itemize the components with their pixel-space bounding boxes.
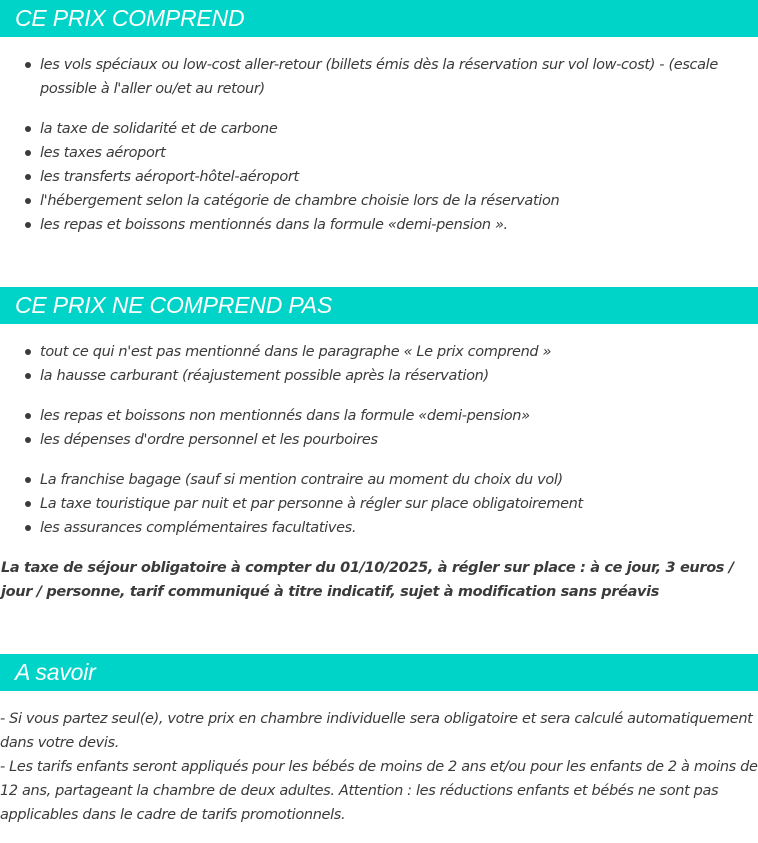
list-item: les transferts aéroport-hôtel-aéroport (0, 165, 758, 189)
list-item: l'hébergement selon la catégorie de chambre choisie lors de la réservation (0, 189, 758, 213)
list-item: la hausse carburant (réajustement possible après la réservation) (0, 364, 758, 388)
info-paragraph-children: - Les tarifs enfants seront appliqués pour les bébés de moins de 2 ans et/ou pour les enfants de 2 à moins de 12 ans, partageant la chambre de deux adultes. Attention : les réductions enfants et bébés ne sont pas applicables dans le cadre de tarifs promotionnels. (0, 759, 758, 823)
list-item: les vols spéciaux ou low-cost aller-retour (billets émis dès la réservation sur vol low-cost) - (escale possible à l'aller ou/et au retour) (0, 53, 758, 101)
list-item: les assurances complémentaires facultatives. (0, 516, 758, 540)
list-item: les taxes aéroport (0, 141, 758, 165)
excluded-section-title: CE PRIX NE COMPREND PAS (15, 292, 333, 318)
list-item: les repas et boissons non mentionnés dans la formule «demi-pension» (0, 404, 758, 428)
list-item: les repas et boissons mentionnés dans la formule «demi-pension ». (0, 213, 758, 237)
included-section-header (0, 0, 758, 37)
list-item: La franchise bagage (sauf si mention contraire au moment du choix du vol) (0, 468, 758, 492)
included-section-title: CE PRIX COMPREND (15, 5, 245, 31)
list-item: la taxe de solidarité et de carbone (0, 117, 758, 141)
included-list (0, 53, 758, 237)
tourist-tax-note: La taxe de séjour obligatoire à compter du 01/10/2025, à régler sur place : à ce jour, 3 euros / jour / personne, tarif communiqué à titre indicatif, sujet à modification sans préavis (1, 560, 734, 600)
list-item: La taxe touristique par nuit et par personne à régler sur place obligatoirement (0, 492, 758, 516)
info-paragraph-single: - Si vous partez seul(e), votre prix en chambre individuelle sera obligatoire et sera calculé automatiquement dans votre devis. (0, 711, 753, 751)
excluded-list (0, 340, 758, 540)
info-section-title: A savoir (15, 659, 96, 685)
list-item: les dépenses d'ordre personnel et les pourboires (0, 428, 758, 452)
excluded-section-header (0, 287, 758, 324)
info-section-header (0, 654, 758, 691)
list-item: tout ce qui n'est pas mentionné dans le paragraphe « Le prix comprend » (0, 340, 758, 364)
